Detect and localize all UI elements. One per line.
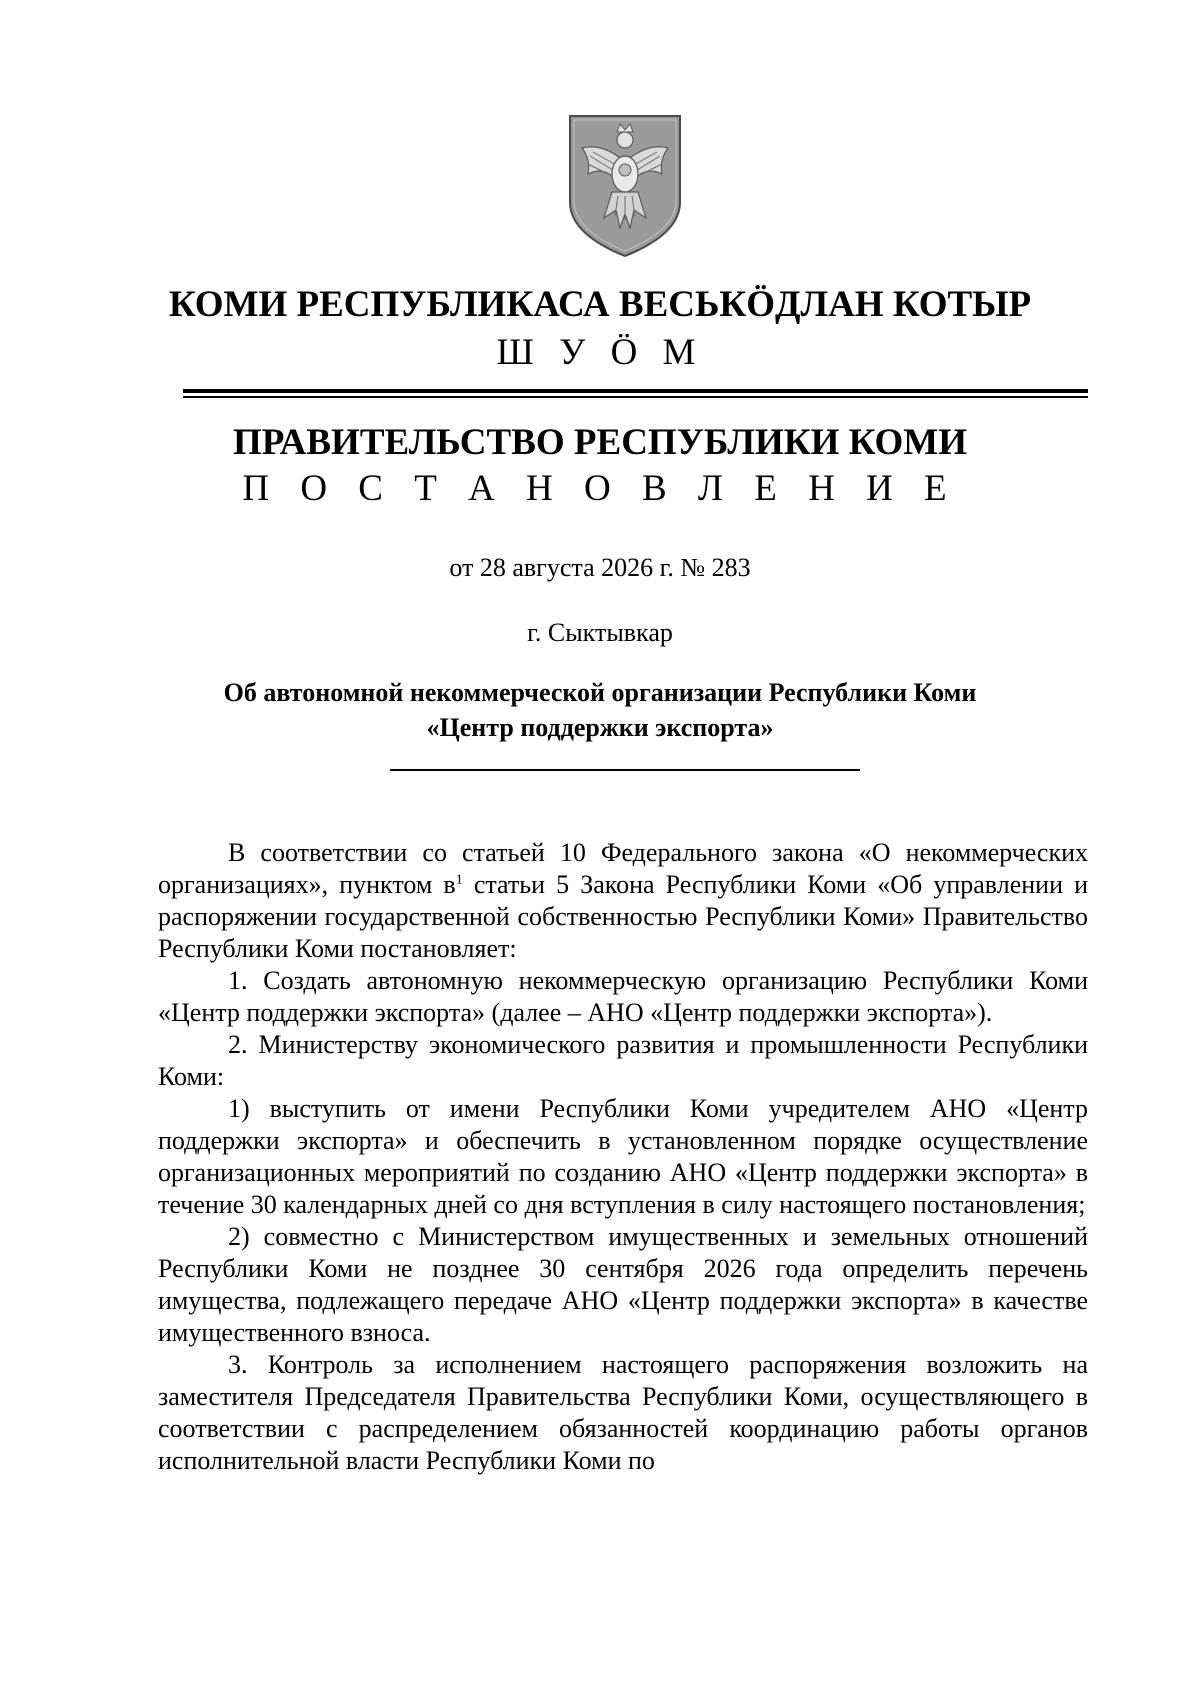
intro-text-part-1: В соответствии со статьей 10 Федерального закона «О некоммерческих организациях», пунктом в	[158, 838, 1088, 899]
coat-of-arms-graphic	[560, 110, 690, 260]
body-paragraph: 2) совместно с Министерством имущественных и земельных отношений Республики Коми не позднее 30 сентября 2026 года определить перечень имущества, подлежащего передаче АНО «Центр поддержки экспорта» в качестве имущественного взноса.	[158, 1222, 1088, 1347]
komi-government-title: КОМИ РЕСПУБЛИКАСА ВЕСЬКӦДЛАН КОТЫР	[168, 284, 1032, 325]
header-double-rule	[183, 389, 1088, 398]
intro-superscript: 1	[455, 872, 463, 888]
komi-document-type: Ш У Ӧ М	[496, 332, 704, 373]
document-type: П О С Т А Н О В Л Е Н И Е	[242, 468, 958, 509]
document-date-number: от 28 августа 2026 г. № 283	[449, 553, 751, 582]
subject-underline	[390, 769, 860, 771]
intro-text-part-2: статьи 5 Закона Республики Коми «Об управлении и распоряжении государственной собственностью Республики Коми» Правительство Республики Коми постановляет:	[158, 870, 1088, 963]
document-subject	[0, 675, 1200, 745]
body-paragraph: 3. Контроль за исполнением настоящего распоряжения возложить на заместителя Председателя Правительства Республики Коми, осуществляющего в соответствии с распределением обязанностей координацию работы органов исполнительной власти Республики Коми по	[158, 1350, 1088, 1475]
document-body	[158, 837, 1088, 1477]
subject-line-2: «Центр поддержки экспорта»	[426, 713, 774, 742]
subject-line-1: Об автономной некоммерческой организации Республики Коми	[223, 678, 977, 707]
body-paragraph: 1) выступить от имени Республики Коми учредителем АНО «Центр поддержки экспорта» и обеспечить в установленном порядке осуществление организационных мероприятий по созданию АНО «Центр поддержки экспорта» в течение 30 календарных дней со дня вступления в силу настоящего постановления;	[158, 1094, 1088, 1219]
rule-thin-line	[183, 396, 1088, 398]
body-paragraph: 1. Создать автономную некоммерческую организацию Республики Коми «Центр поддержки экспорта» (далее – АНО «Центр поддержки экспорта»).	[158, 966, 1088, 1027]
body-paragraph: 2. Министерству экономического развития и промышленности Республики Коми:	[158, 1030, 1088, 1091]
government-title: ПРАВИТЕЛЬСТВО РЕСПУБЛИКИ КОМИ	[233, 422, 967, 463]
body-paragraph-intro	[158, 837, 1088, 965]
coat-of-arms	[560, 110, 690, 260]
document-city: г. Сыктывкар	[527, 618, 673, 647]
